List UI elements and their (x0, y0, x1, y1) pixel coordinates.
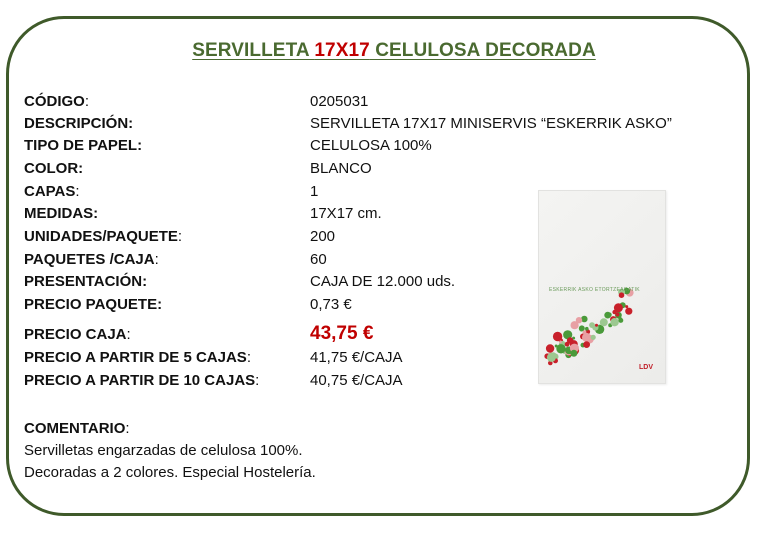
spec-row-precio-5-cajas: PRECIO A PARTIR DE 5 CAJAS: 41,75 €/CAJA (24, 349, 403, 366)
decor-dot (595, 324, 598, 327)
spec-row-color (24, 160, 724, 182)
decor-dot (583, 330, 587, 334)
decor-dot (619, 292, 625, 298)
spec-label: PRESENTACIÓN: (24, 273, 148, 290)
title-size-highlight: 17X17 (314, 40, 370, 61)
spec-label: CÓDIGO (24, 93, 85, 110)
decor-dot (570, 350, 577, 357)
decor-dot (550, 352, 557, 359)
decor-dot (615, 312, 619, 316)
decor-dot (625, 305, 628, 308)
spec-label: CAPAS (24, 183, 76, 200)
decor-dot (600, 318, 608, 326)
spec-label: COLOR: (24, 160, 84, 177)
comment-line-1: Servilletas engarzadas de celulosa 100%. (24, 442, 303, 459)
decor-dot (556, 344, 565, 353)
title-prefix: SERVILLETA (192, 40, 315, 61)
spec-label: TIPO DE PAPEL: (24, 137, 143, 154)
decor-dot (618, 317, 622, 321)
page-title (0, 40, 766, 62)
spec-label: UNIDADES/PAQUETE (24, 228, 178, 245)
decor-dot (589, 322, 595, 328)
comment-section (24, 418, 316, 484)
spec-label: PAQUETES /CAJA (24, 251, 155, 268)
price-box-value: 43,75 € (310, 323, 374, 344)
spec-label: PRECIO CAJA (24, 326, 127, 343)
product-image (538, 190, 666, 384)
title-suffix: CELULOSA DECORADA (369, 40, 596, 61)
decor-dot (546, 344, 554, 352)
spec-value: 0205031 (310, 93, 369, 110)
decor-dot (571, 321, 579, 329)
spec-row-codigo: CÓDIGO: 0205031 (24, 93, 369, 110)
spec-value: SERVILLETA 17X17 MINISERVIS “ESKERRIK ASKO” (310, 115, 672, 132)
spec-value: 17X17 cm. (310, 205, 382, 222)
spec-value: 0,73 € (310, 296, 352, 313)
decor-dot (625, 308, 632, 315)
spec-row-capas: CAPAS: 1 (24, 183, 319, 200)
decor-dot (585, 327, 589, 331)
decor-dot (583, 341, 590, 348)
decor-dot (610, 318, 618, 326)
spec-row-precio-caja: PRECIO CAJA: 43,75 € (24, 323, 374, 344)
spec-row-tipo-papel (24, 137, 724, 159)
spec-value: 40,75 €/CAJA (310, 372, 403, 389)
decor-dot (614, 303, 623, 312)
spec-value: CAJA DE 12.000 uds. (310, 273, 456, 290)
spec-row-paquetes-caja: PAQUETES /CAJA: 60 (24, 251, 327, 268)
comment-line-2: Decoradas a 2 colores. Especial Hostelería. (24, 464, 316, 481)
decor-dot (559, 341, 562, 344)
spec-value: 41,75 €/CAJA (310, 349, 403, 366)
spec-value: BLANCO (310, 160, 372, 177)
brand-logo: LDV (639, 364, 653, 371)
napkin-band-text: ESKERRIK ASKO ETORTZEAGATIK (549, 287, 640, 293)
spec-label: PRECIO A PARTIR DE 5 CAJAS (24, 349, 247, 366)
comment-heading: COMENTARIO: (24, 420, 130, 437)
spec-value: 60 (310, 251, 327, 268)
decor-dot (604, 312, 611, 319)
spec-value: 1 (310, 183, 319, 200)
title-text (192, 40, 596, 61)
spec-label: PRECIO PAQUETE: (24, 296, 163, 313)
spec-label: DESCRIPCIÓN: (24, 115, 134, 132)
decor-dot (567, 337, 573, 343)
spec-label: PRECIO A PARTIR DE 10 CAJAS (24, 372, 256, 389)
spec-row-precio-10-cajas: PRECIO A PARTIR DE 10 CAJAS: 40,75 €/CAJA (24, 372, 403, 389)
decor-dot (591, 335, 596, 340)
spec-row-unidades-paquete: UNIDADES/PAQUETE: 200 (24, 228, 336, 245)
spec-row-descripcion (24, 115, 724, 137)
spec-label: MEDIDAS: (24, 205, 99, 222)
spec-value: 200 (310, 228, 336, 245)
spec-value: CELULOSA 100% (310, 137, 432, 154)
